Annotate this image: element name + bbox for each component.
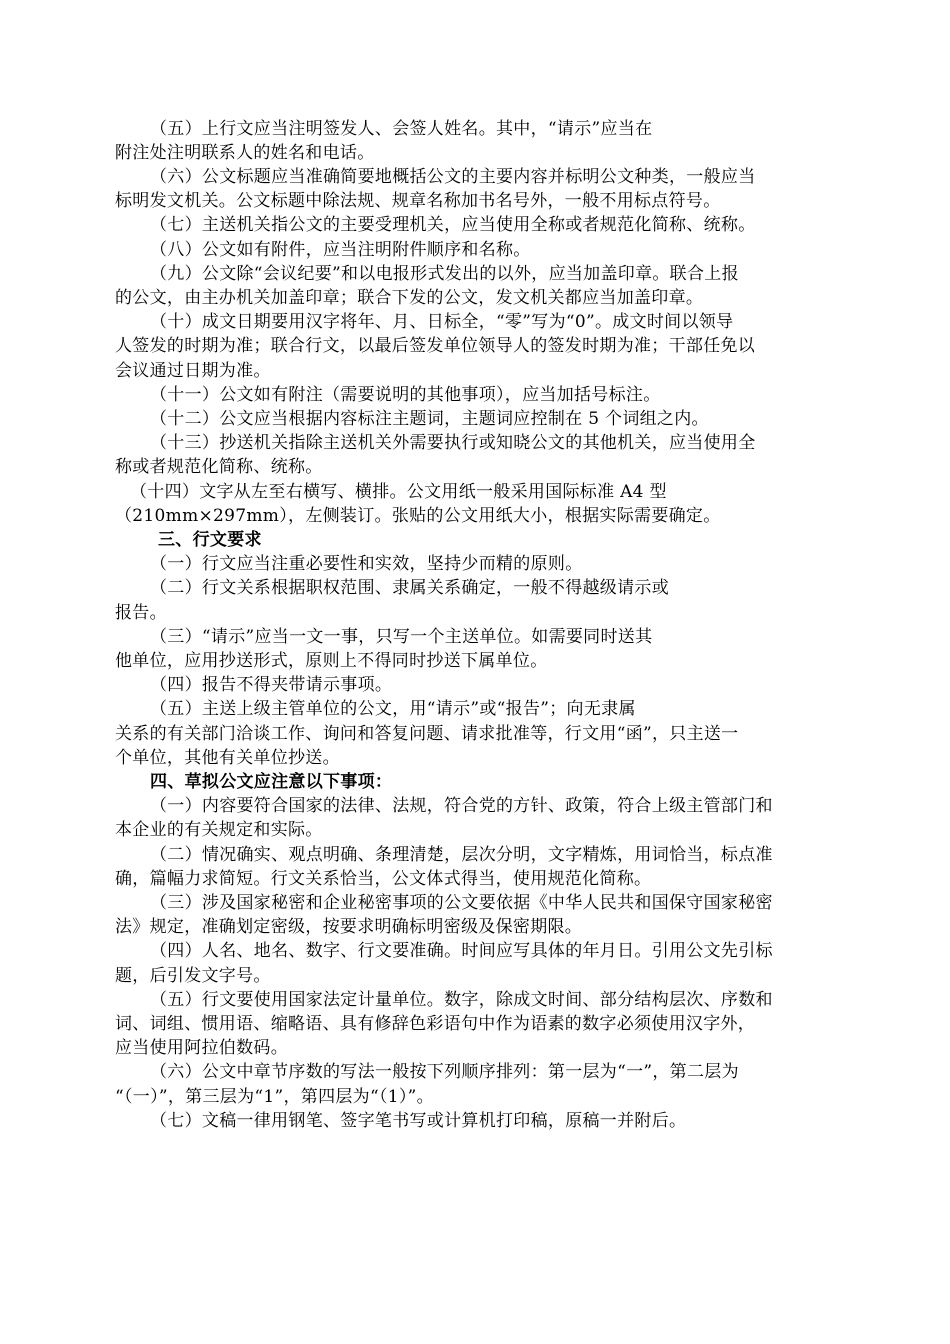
text-line: 他单位，应用抄送形式，原则上不得同时抄送下属单位。 bbox=[115, 651, 548, 671]
section-heading: 三、行文要求 bbox=[158, 530, 262, 550]
text-line: 报告。 bbox=[115, 603, 167, 623]
text-line: （十四）文字从左至右横写、横排。公文用纸一般采用国际标准 A4 型 bbox=[130, 482, 667, 502]
text-line: 题，后引发文字号。 bbox=[115, 966, 271, 986]
text-line: 确，篇幅力求简短。行文关系恰当，公文体式得当，使用规范化简称。 bbox=[115, 869, 652, 889]
text-line: （七）主送机关指公文的主要受理机关，应当使用全称或者规范化简称、统称。 bbox=[150, 215, 756, 235]
text-line: （十）成文日期要用汉字将年、月、日标全，“零”写为“0”。成文时间以领导 bbox=[150, 312, 734, 332]
text-line: “（一）”，第三层为“1”，第四层为“（1）”。 bbox=[115, 1087, 434, 1107]
text-line: （十二）公文应当根据内容标注主题词，主题词应控制在 5 个词组之内。 bbox=[150, 409, 709, 429]
text-line: （五）行文要使用国家法定计量单位。数字，除成文时间、部分结构层次、序数和 bbox=[150, 990, 773, 1010]
text-line: 标明发文机关。公文标题中除法规、规章名称加书名号外，一般不用标点符号。 bbox=[115, 191, 721, 211]
text-line: 本企业的有关规定和实际。 bbox=[115, 820, 323, 840]
text-line: （一）内容要符合国家的法律、法规，符合党的方针、政策，符合上级主管部门和 bbox=[150, 796, 773, 816]
text-line: （四）人名、地名、数字、行文要准确。时间应写具体的年月日。引用公文先引标 bbox=[150, 941, 773, 961]
text-line: 称或者规范化简称、统称。 bbox=[115, 457, 323, 477]
text-line: （十一）公文如有附注（需要说明的其他事项），应当加括号标注。 bbox=[150, 385, 661, 405]
text-line: （六）公文标题应当准确简要地概括公文的主要内容并标明公文种类，一般应当 bbox=[150, 167, 756, 187]
text-line: 词、词组、惯用语、缩略语、具有修辞色彩语句中作为语素的数字必须使用汉字外， bbox=[115, 1014, 756, 1034]
text-line: 人签发的时期为准；联合行文，以最后签发单位领导人的签发时期为准；干部任免以 bbox=[115, 336, 756, 356]
text-line: 法》规定，准确划定密级，按要求明确标明密级及保密期限。 bbox=[115, 917, 583, 937]
text-line: （七）文稿一律用钢笔、签字笔书写或计算机打印稿，原稿一并附后。 bbox=[150, 1111, 687, 1131]
text-line: （十三）抄送机关指除主送机关外需要执行或知晓公文的其他机关，应当使用全 bbox=[150, 433, 756, 453]
text-line: （三）“请示”应当一文一事，只写一个主送单位。如需要同时送其 bbox=[150, 627, 653, 647]
text-line: （二）情况确实、观点明确、条理清楚，层次分明，文字精炼，用词恰当，标点准 bbox=[150, 845, 773, 865]
text-line: （二）行文关系根据职权范围、隶属关系确定，一般不得越级请示或 bbox=[150, 578, 669, 598]
text-line: 个单位，其他有关单位抄送。 bbox=[115, 748, 340, 768]
text-line: （210mm×297mm），左侧装订。张贴的公文用纸大小，根据实际需要确定。 bbox=[115, 506, 721, 526]
text-line: （一）行文应当注重必要性和实效，坚持少而精的原则。 bbox=[150, 554, 583, 574]
text-line: （八）公文如有附件，应当注明附件顺序和名称。 bbox=[150, 240, 531, 260]
text-line: 附注处注明联系人的姓名和电话。 bbox=[115, 143, 375, 163]
text-line: （三）涉及国家秘密和企业秘密事项的公文要依据《中华人民共和国保守国家秘密 bbox=[150, 893, 773, 913]
text-line: （五）上行文应当注明签发人、会签人姓名。其中，“请示”应当在 bbox=[150, 119, 653, 139]
text-line: （四）报告不得夹带请示事项。 bbox=[150, 675, 393, 695]
section-heading: 四、草拟公文应注意以下事项： bbox=[150, 772, 393, 792]
text-line: （九）公文除“会议纪要”和以电报形式发出的以外，应当加盖印章。联合上报 bbox=[150, 264, 739, 284]
text-line: 关系的有关部门洽谈工作、询问和答复问题、请求批准等，行文用“函”，只主送一 bbox=[115, 724, 739, 744]
text-line: 会议通过日期为准。 bbox=[115, 361, 271, 381]
text-line: 的公文，由主办机关加盖印章；联合下发的公文，发文机关都应当加盖印章。 bbox=[115, 288, 704, 308]
text-line: （六）公文中章节序数的写法一般按下列顺序排列：第一层为“一”，第二层为 bbox=[150, 1062, 739, 1082]
text-line: 应当使用阿拉伯数码。 bbox=[115, 1038, 288, 1058]
text-line: （五）主送上级主管单位的公文，用“请示”或“报告”；向无隶属 bbox=[150, 699, 636, 719]
